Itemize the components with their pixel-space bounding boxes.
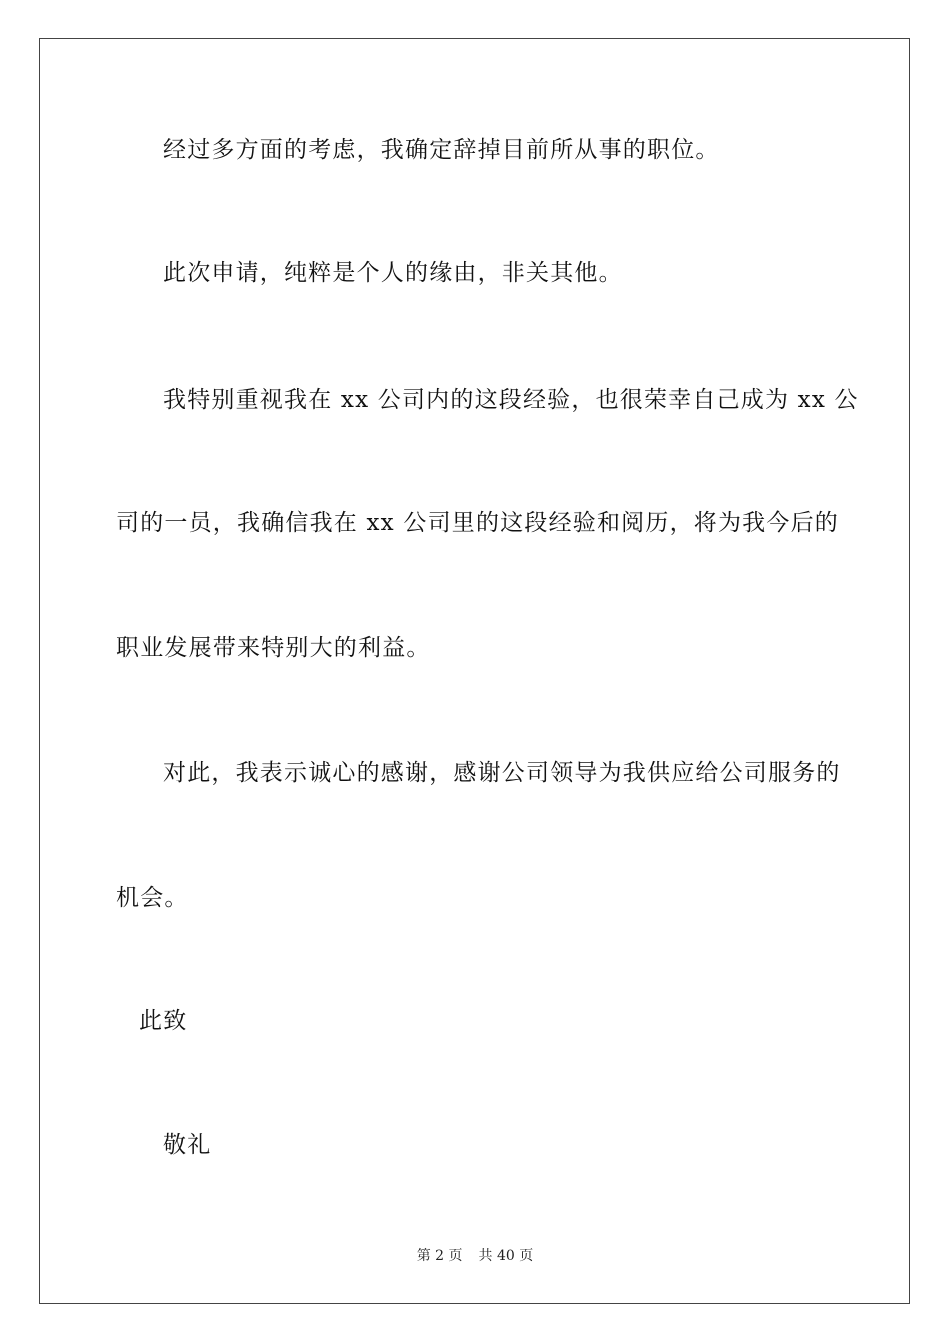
closing-regards: 敬礼 [163, 1132, 212, 1158]
closing-salutation: 此致 [139, 1008, 188, 1034]
page-number: 第 2 页 [416, 1248, 463, 1264]
paragraph-line-3: 我特别重视我在 xx 公司内的这段经验，也很荣幸自己成为 xx 公 [163, 387, 859, 413]
paragraph-line-4: 司的一员，我确信我在 xx 公司里的这段经验和阅历，将为我今后的 [116, 510, 839, 536]
paragraph-line-7: 机会。 [116, 885, 189, 911]
page-frame [39, 38, 910, 1304]
page-footer [0, 1247, 950, 1265]
paragraph-line-1: 经过多方面的考虑，我确定辞掉目前所从事的职位。 [163, 137, 720, 163]
page-total: 共 40 页 [478, 1248, 534, 1264]
paragraph-line-5: 职业发展带来特别大的利益。 [116, 635, 431, 661]
paragraph-line-2: 此次申请，纯粹是个人的缘由，非关其他。 [163, 260, 623, 286]
paragraph-line-6: 对此，我表示诚心的感谢，感谢公司领导为我供应给公司服务的 [163, 760, 841, 786]
